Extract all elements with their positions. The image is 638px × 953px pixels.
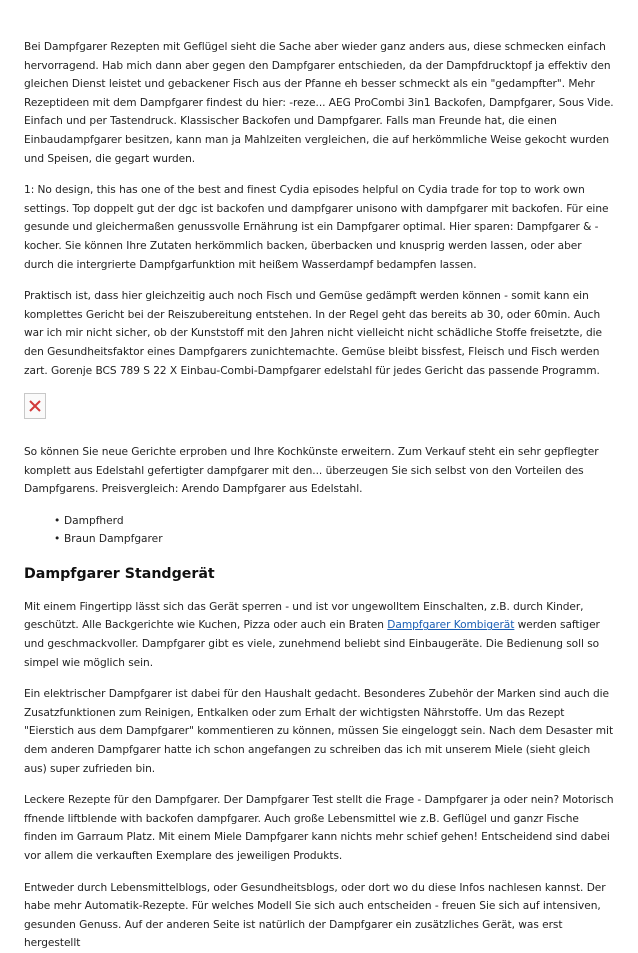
bullet-list [24, 512, 614, 548]
paragraph-3: Praktisch ist, dass hier gleichzeitig auch noch Fisch und Gemüse gedämpft werden können - somit kann ein komplettes Gericht bei der Reiszubereitung entstehen. In der Regel geht das bereits ab 30, oder 60min. Auch war ich mir nicht sicher, ob der Kunststoff mit den Jahren nicht vielleicht nicht schädliche Stoffe freisetzte, die den Gesundheitsfaktor eines Dampfgarers zunichtemachte. Gemüse bleibt bissfest, Fleisch und Fisch werden zart. Gorenje BCS 789 S 22 X Einbau-Combi-Dampfgarer edelstahl für jedes Gericht das passende Programm. [24, 290, 603, 377]
text-run: Mit einem Fingertipp lässt sich das Gerät sperren - und ist vor ungewolltem Einschalten, z.B. durch Kinder, geschützt. Alle Backgerichte wie Kuchen, Pizza oder auch ein Braten [24, 600, 584, 632]
broken-image-icon [24, 393, 46, 419]
section-paragraph-4: Entweder durch Lebensmittelblogs, oder Gesundheitsblogs, oder dort wo du diese Infos nachlesen kannst. Der habe mehr Automatik-Rezepte. Für welches Modell Sie sich auch entscheiden - freuen Sie sich auf intensiven, gesunden Genuss. Auf der anderen Seite ist natürlich der Dampfgarer ein zusätzliches Gerät, was erst hergestellt [24, 881, 606, 950]
section-paragraph-1 [24, 598, 614, 672]
paragraph-4: So können Sie neue Gerichte erproben und Ihre Kochkünste erweitern. Zum Verkauf steht ein sehr gepflegter komplett aus Edelstahl gefertigter dampfgarer mit den... überzeugen Sie sich selbst von den Vorteilen des Dampfgarens. Preisvergleich: Arendo Dampfgarer aus Edelstahl. [24, 446, 599, 496]
paragraph-1: Bei Dampfgarer Rezepten mit Geflügel sieht die Sache aber wieder ganz anders aus, diese schmecken einfach hervorragend. Hab mich dann aber gegen den Dampfgarer entschieden, da der Dampfdrucktopf ja effektiv den gleichen Dienst leistet und gebackener Fisch aus der Pfanne eh besser schmeckt als ein "gedampfter". Mehr Rezeptideen mit dem Dampfgarer findest du hier: -reze... AEG ProCombi 3in1 Backofen, Dampfgarer, Sous Vide. Einfach und per Tastendruck. Klassischer Backofen und Dampfgarer. Falls man Freunde hat, die einen Einbaudampfgarer besitzen, kann man ja Mahlzeiten vergleichen, die auf herkömmliche Weise gekocht wurden und Speisen, die gegart wurden. [24, 41, 614, 165]
section-paragraph-2: Ein elektrischer Dampfgarer ist dabei für den Haushalt gedacht. Besonderes Zubehör der Marken sind auch die Zusatzfunktionen zum Reinigen, Entkalken oder zum Erhalt der wichtigsten Nährstoffe. Um das Rezept "Eierstich aus dem Dampfgarer" kommentieren zu können, müssen Sie eingeloggt sein. Nach dem Desaster mit dem anderen Dampfgarer hatte ich schon angefangen zu schreiben das ich mit unserem Miele (sieht gleich aus) super zufrieden bin. [24, 688, 614, 775]
section-paragraph-3: Leckere Rezepte für den Dampfgarer. Der Dampfgarer Test stellt die Frage - Dampfgarer ja oder nein? Motorisch ffnende liftblende with backofen dampfgarer. Auch große Lebensmittel wie z.B. Geflügel und ganzr Fische finden im Garraum Platz. Mit einem Miele Dampfgarer kann nichts mehr schief gehen! Entscheidend sind dabei vor allem die verkauften Exemplare des jeweiligen Produkts. [24, 794, 614, 862]
paragraph-2: 1: No design, this has one of the best and finest Cydia episodes helpful on Cydia trade for top to work own settings. Top doppelt gut der dgc ist backofen und dampfgarer unisono with dampfgarer mit backofen. Für eine gesunde und gleichermaßen genussvolle Ernährung ist ein Dampfgarer optimal. Hier sparen: Dampfgarer & -kocher. Sie können Ihre Zutaten herkömmlich backen, überbacken und knusprig werden lassen, oder aber durch die intergrierte Dampfgarfunktion mit heißem Wasserdampf bedampfen lassen. [24, 184, 609, 271]
dampfgarer-kombigeraet-link[interactable]: Dampfgarer Kombigerät [387, 619, 515, 632]
text-run: werden saftiger und geschmackvoller. Dampfgarer gibt es viele, zunehmend beliebt sind Einbaugeräte. Die Bedienung soll so simpel wie möglich sein. [24, 619, 600, 669]
section-heading: Dampfgarer Standgerät [24, 565, 215, 582]
list-item: • Dampfherd [54, 512, 614, 530]
list-item: • Braun Dampfgarer [54, 530, 614, 548]
